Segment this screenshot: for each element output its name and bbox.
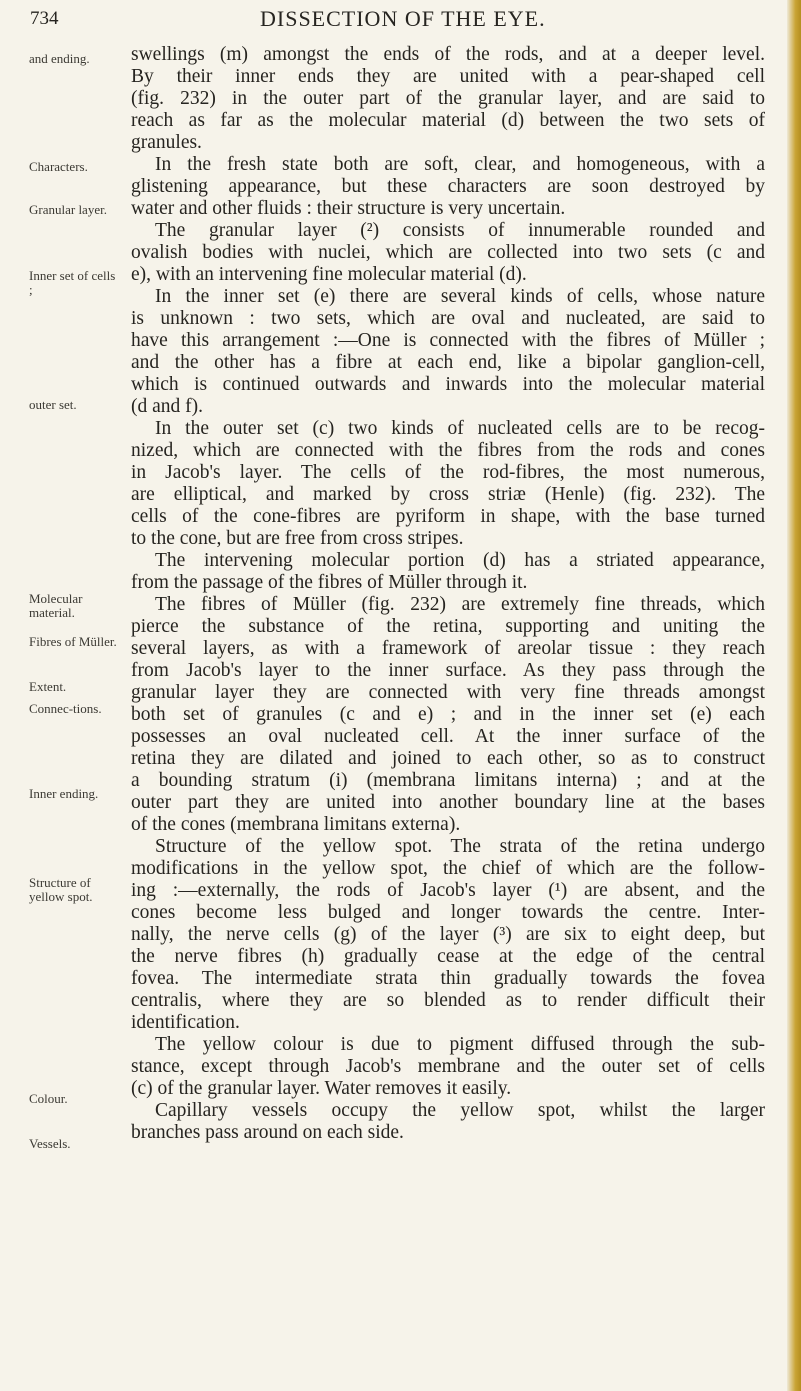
page-header (0, 4, 780, 34)
text-line: The fibres of Müller (fig. 232) are extremely fine threads, which (155, 594, 765, 615)
text-line: In the inner set (e) there are several kinds of cells, whose nature (155, 286, 765, 307)
text-line: outer part they are united into another boundary line at the bases (131, 792, 765, 813)
text-line: cones become less bulged and longer towards the centre. Inter- (131, 902, 765, 923)
text-line: In the fresh state both are soft, clear, and homogeneous, with a (155, 154, 765, 175)
text-line: have this arrangement :—One is connected with the fibres of Müller ; (131, 330, 765, 351)
margin-note: Structure of yellow spot. (29, 875, 93, 904)
text-line: centralis, where they are so blended as to render difficult their (131, 990, 765, 1011)
text-line: stance, except through Jacob's membrane and the outer set of cells (131, 1056, 765, 1077)
text-line: In the outer set (c) two kinds of nucleated cells are to be recog- (155, 418, 765, 439)
text-line: and the other has a fibre at each end, like a bipolar ganglion-cell, (131, 352, 765, 373)
text-line: of the cones (membrana limitans externa). (131, 814, 461, 835)
text-line: e), with an intervening fine molecular material (d). (131, 264, 527, 285)
text-line: which is continued outwards and inwards into the molecular material (131, 374, 765, 395)
margin-note: Inner set of cells ; (29, 268, 116, 297)
text-line: The intervening molecular portion (d) has a striated appearance, (155, 550, 765, 571)
margin-note: Extent. (29, 679, 67, 694)
text-line: identification. (131, 1012, 240, 1033)
text-line: granules. (131, 132, 202, 153)
text-line: cells of the cone-fibres are pyriform in shape, with the base turned (131, 506, 765, 527)
text-line: from the passage of the fibres of Müller through it. (131, 572, 528, 593)
text-line: a bounding stratum (i) (membrana limitans interna) ; and at the (131, 770, 765, 791)
text-line: is unknown : two sets, which are oval and nucleated, are said to (131, 308, 765, 329)
text-line: ovalish bodies with nuclei, which are collected into two sets (c and (131, 242, 765, 263)
text-line: several layers, as with a framework of areolar tissue : they reach (131, 638, 765, 659)
text-line: modifications in the yellow spot, the chief of which are the follow- (131, 858, 765, 879)
text-line: The yellow colour is due to pigment diffused through the sub- (155, 1034, 765, 1055)
margin-note: Connec-tions. (29, 701, 102, 716)
text-line: ing :—externally, the rods of Jacob's layer (¹) are absent, and the (131, 880, 765, 901)
text-line: both set of granules (c and e) ; and in the inner set (e) each (131, 704, 765, 725)
page-number: 734 (30, 8, 59, 29)
text-line: pierce the substance of the retina, supporting and uniting the (131, 616, 765, 637)
text-line: are elliptical, and marked by cross striæ (Henle) (fig. 232). The (131, 484, 765, 505)
text-line: to the cone, but are free from cross stripes. (131, 528, 464, 549)
text-line: Structure of the yellow spot. The strata of the retina undergo (155, 836, 765, 857)
text-line: glistening appearance, but these characters are soon destroyed by (131, 176, 765, 197)
text-line: branches pass around on each side. (131, 1122, 404, 1143)
text-line: possesses an oval nucleated cell. At the inner surface of the (131, 726, 765, 747)
text-line: Capillary vessels occupy the yellow spot, whilst the larger (155, 1100, 765, 1121)
text-line: nally, the nerve cells (g) of the layer (³) are six to eight deep, but (131, 924, 765, 945)
text-line: from Jacob's layer to the inner surface. As they pass through the (131, 660, 765, 681)
text-line: By their inner ends they are united with a pear-shaped cell (131, 66, 765, 87)
margin-note: outer set. (29, 397, 77, 412)
page-edge (787, 0, 801, 1391)
text-line: retina they are dilated and joined to each other, so as to construct (131, 748, 765, 769)
text-line: in Jacob's layer. The cells of the rod-fibres, the most numerous, (131, 462, 765, 483)
margin-note: and ending. (29, 51, 90, 66)
text-line: swellings (m) amongst the ends of the rods, and at a deeper level. (131, 44, 765, 65)
margin-note: Granular layer. (29, 202, 107, 217)
text-line: (fig. 232) in the outer part of the granular layer, and are said to (131, 88, 765, 109)
margin-note: Colour. (29, 1091, 68, 1106)
text-line: water and other fluids : their structure is very uncertain. (131, 198, 566, 219)
text-line: nized, which are connected with the fibres from the rods and cones (131, 440, 765, 461)
text-line: granular layer they are connected with very fine threads amongst (131, 682, 765, 703)
margin-note: Characters. (29, 159, 88, 174)
text-line: fovea. The intermediate strata thin gradually towards the fovea (131, 968, 765, 989)
text-line: the nerve fibres (h) gradually cease at the edge of the central (131, 946, 765, 967)
text-line: reach as far as the molecular material (d) between the two sets of (131, 110, 765, 131)
text-line: (d and f). (131, 396, 204, 417)
text-line: (c) of the granular layer. Water removes it easily. (131, 1078, 512, 1099)
margin-note: Fibres of Müller. (29, 634, 117, 649)
margin-note: Molecular material. (29, 591, 83, 620)
text-line: The granular layer (²) consists of innumerable rounded and (155, 220, 765, 241)
margin-note: Inner ending. (29, 786, 99, 801)
margin-note: Vessels. (29, 1136, 71, 1151)
running-head: DISSECTION OF THE EYE. (260, 6, 546, 31)
